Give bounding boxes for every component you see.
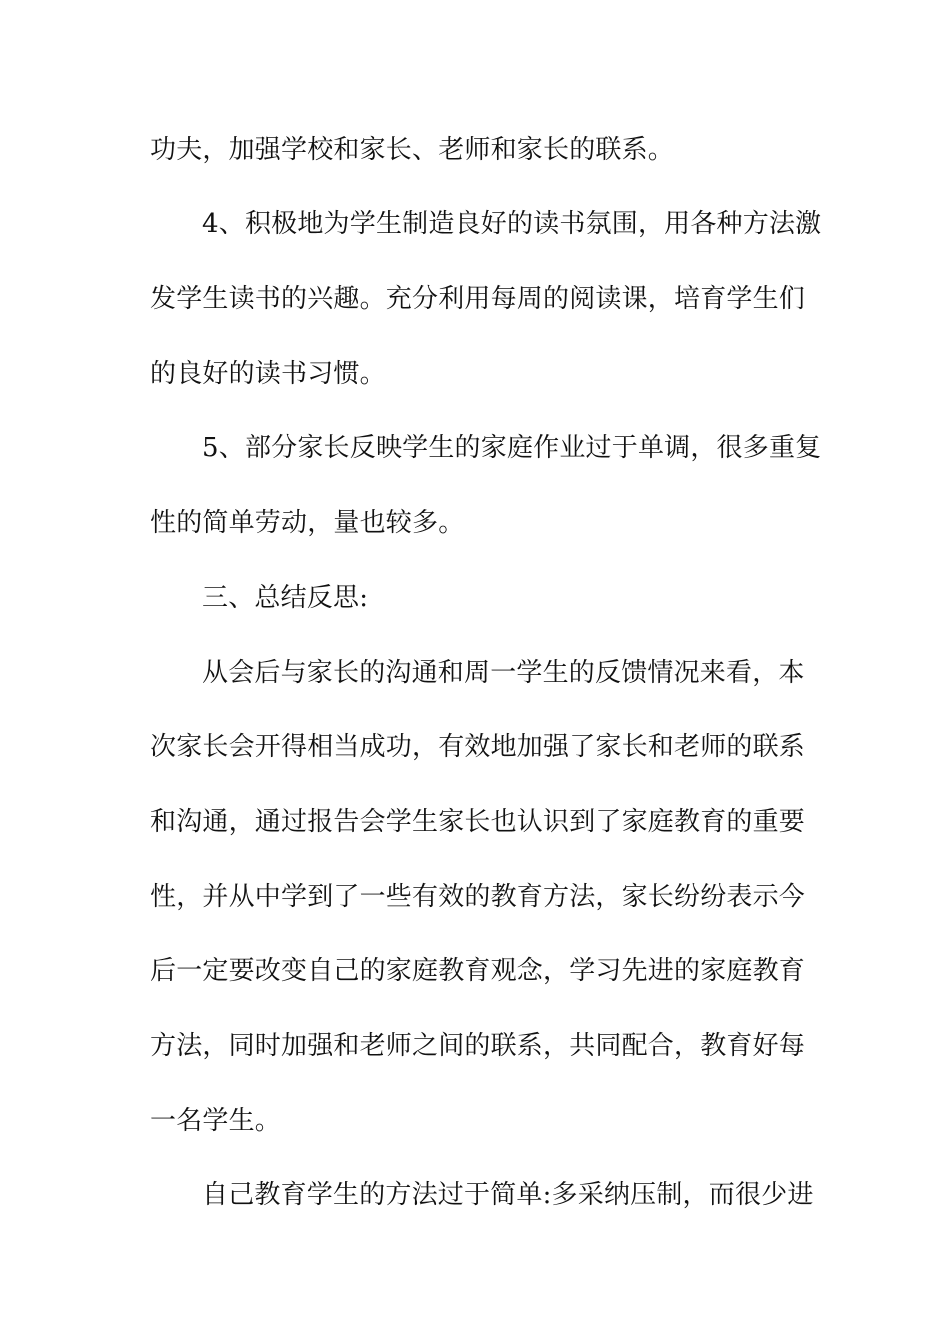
text-line-11: 性，并从中学到了一些有效的教育方法，家长纷纷表示今 [150,882,806,912]
text-line-4: 的良好的读书习惯。 [150,359,386,389]
text-line-13: 方法，同时加强和老师之间的联系，共同配合，教育好每 [150,1031,806,1061]
text-line-8: 从会后与家长的沟通和周一学生的反馈情况来看，本 [202,658,805,688]
section-heading: 三、总结反思: [202,583,369,613]
text-line-12: 后一定要改变自己的家庭教育观念，学习先进的家庭教育 [150,956,806,986]
text-line-9: 次家长会开得相当成功，有效地加强了家长和老师的联系 [150,732,806,762]
text-line-1: 功夫，加强学校和家长、老师和家长的联系。 [150,135,675,165]
text-line-14: 一名学生。 [150,1106,282,1136]
text-line-10: 和沟通，通过报告会学生家长也认识到了家庭教育的重要 [150,807,806,837]
text-line-3: 发学生读书的兴趣。充分利用每周的阅读课，培育学生们 [150,284,806,314]
text-line-15: 自己教育学生的方法过于简单:多采纳压制，而很少进 [202,1180,814,1210]
text-line-6: 性的简单劳动，量也较多。 [150,508,465,538]
text-line-2: 4、积极地为学生制造良好的读书氛围，用各种方法激 [202,209,822,239]
text-line-5: 5、部分家长反映学生的家庭作业过于单调，很多重复 [202,433,822,463]
